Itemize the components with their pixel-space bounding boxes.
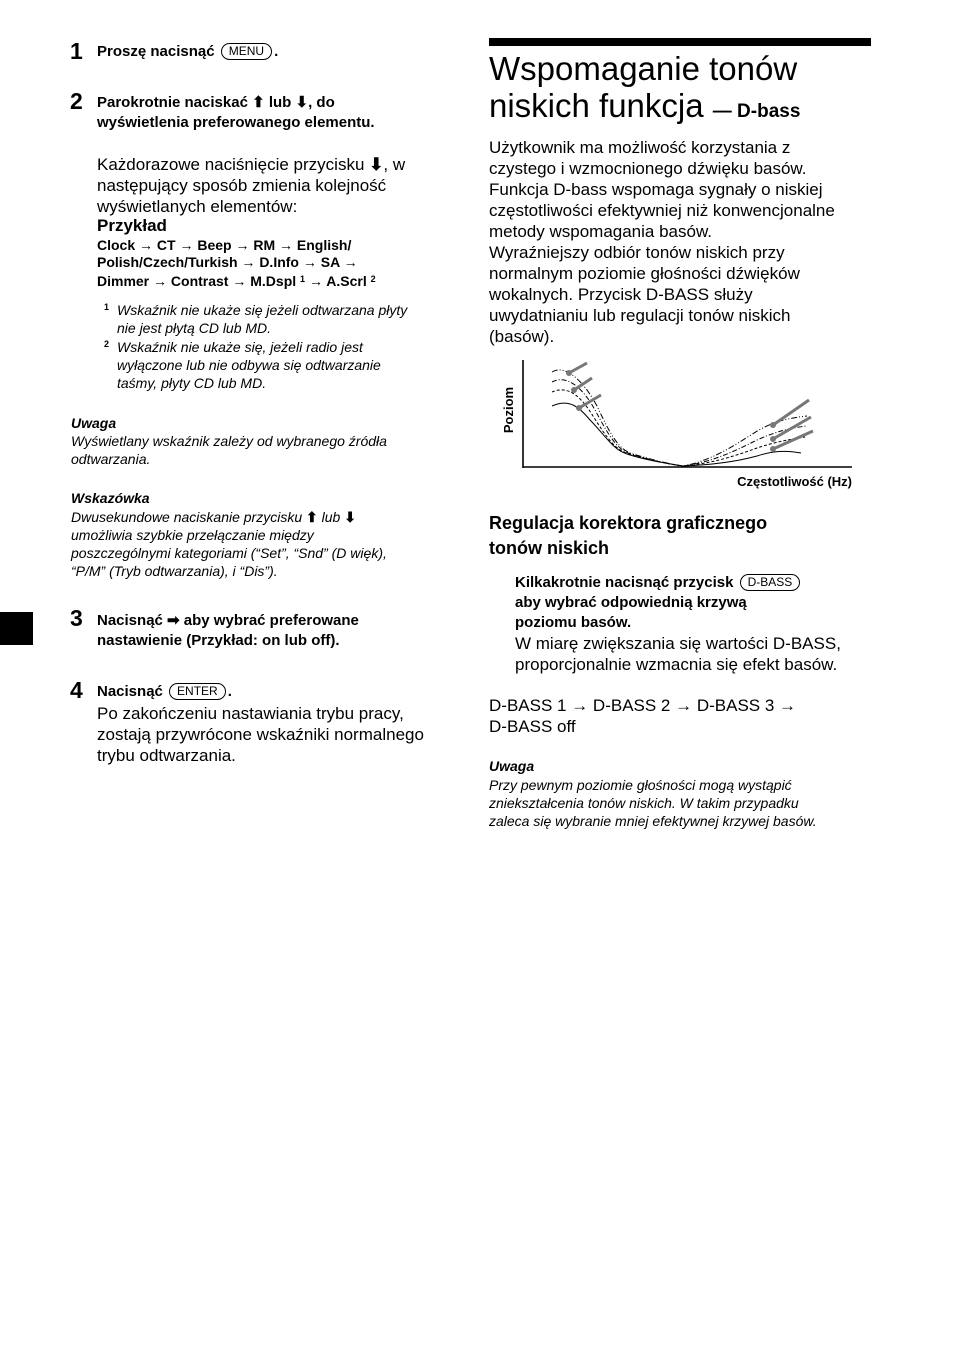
curve-dbass-3 (552, 370, 807, 466)
down-arrow-icon: ⬇ (295, 94, 309, 111)
title-line-2-main: niskich funkcja (489, 87, 704, 124)
step-2-para-line-3: wyświetlanych elementów: (97, 197, 298, 216)
footnote-2 (117, 338, 381, 392)
tip-line-1 (71, 508, 387, 526)
menu-key: MENU (221, 43, 272, 60)
sequence-line-3 (97, 271, 376, 290)
dbass-key: D-BASS (740, 574, 801, 591)
step-3-text-b: aby wybrać preferowane (183, 612, 359, 629)
intro-line-7: normalnym poziomie głośności dźwięków (489, 264, 800, 283)
note-heading: Uwaga (71, 415, 117, 431)
right-note-heading: Uwaga (489, 758, 535, 774)
footnote-2-mark: 2 (104, 339, 110, 349)
right-arrow-icon: ➡ (167, 612, 180, 629)
tip-line-2: umożliwia szybkie przełączanie między (71, 527, 314, 543)
dbass-sequence-line-1: D-BASS 1 → D-BASS 2 → D-BASS 3 → (489, 696, 797, 715)
footnote-1-mark: 1 (104, 302, 110, 312)
step-3-text (97, 611, 359, 651)
right-note-line-3: zaleca się wybranie mniej efektywnej krzywej basów. (489, 813, 817, 829)
step-2-para-line-2: następujący sposób zmienia kolejność (97, 176, 387, 195)
tip-text (71, 508, 387, 580)
instruction-line-1 (515, 573, 802, 593)
title-line-1: Wspomaganie tonów (489, 50, 798, 87)
title-line-2 (489, 87, 879, 130)
instruction-line-2: aby wybrać odpowiednią krzywą (515, 594, 747, 611)
footnote-1-line-1: Wskaźnik nie ukaże się jeżeli odtwarzana płyty (117, 302, 408, 318)
tip-line-1a: Dwusekundowe naciskanie przycisku (71, 509, 303, 525)
tip-heading: Wskazówka (71, 490, 150, 506)
down-arrow-icon: ⬇ (369, 155, 384, 174)
step-3-line-1 (97, 611, 359, 631)
dbass-instruction (515, 573, 802, 633)
page-title (489, 50, 879, 130)
title-rule (489, 38, 871, 46)
step-4-line-3: trybu odtwarzania. (97, 746, 236, 765)
footnote-1 (117, 301, 407, 337)
intro-line-5: metody wspomagania basów. (489, 222, 713, 241)
section-heading-line-2: tonów niskich (489, 538, 610, 558)
down-arrow-icon: ⬇ (344, 509, 356, 525)
pointer-dot-2 (571, 387, 577, 393)
sequence-line-3b: → A.Scrl (308, 273, 367, 289)
intro-line-6: Wyraźniejszy odbiór tonów niskich przy (489, 243, 785, 262)
tip-line-4: “P/M” (Tryb odtwarzania), i “Dis”). (71, 563, 278, 579)
tip-line-1b: lub (321, 509, 341, 525)
sequence-line-2: Polish/Czech/Turkish → D.Info → SA → (97, 254, 358, 270)
pointer-dot-6 (770, 446, 776, 452)
right-note-line-1: Przy pewnym poziomie głośności mogą wystąpić (489, 777, 792, 793)
display-sequence (97, 237, 376, 290)
dbass-sequence (489, 695, 796, 737)
dbass-curve-diagram (495, 350, 860, 495)
page-side-tab (0, 612, 33, 645)
pointer-line-1 (569, 363, 587, 373)
section-heading (489, 511, 767, 561)
intro-paragraph (489, 137, 879, 347)
step-2-paragraph (97, 154, 467, 217)
section-heading-line-1: Regulacja korektora graficznego (489, 513, 768, 533)
step-4-label: Nacisnąć (97, 683, 163, 700)
note-line-2: odtwarzania. (71, 451, 151, 467)
instruction-line-3: poziomu basów. (515, 614, 632, 631)
title-subtitle: — D-bass (712, 101, 801, 122)
pointer-dot-3 (576, 405, 582, 411)
step-4-line-1: Po zakończeniu nastawiania trybu pracy, (97, 704, 404, 723)
dbass-description (515, 633, 841, 675)
example-label: Przykład (97, 216, 167, 235)
pointer-line-2 (574, 378, 592, 390)
step-4-end: . (227, 683, 232, 700)
note-line-1: Wyświetlany wskaźnik zależy od wybranego źródła (71, 433, 387, 449)
footnote-ref-2: 2 (370, 274, 376, 284)
step-4-line-2: zostają przywrócone wskaźniki normalnego (97, 725, 424, 744)
up-arrow-icon: ⬆ (306, 509, 318, 525)
intro-line-10: (basów). (489, 327, 555, 346)
description-line-2: proporcjonalnie wzmacnia się efekt basów. (515, 655, 838, 674)
step-3-line-2: nastawienie (Przykład: on lub off). (97, 632, 340, 649)
y-axis-label: Poziom (501, 386, 516, 434)
pointer-line-6 (773, 431, 813, 449)
step-1-label: Proszę nacisnąć (97, 43, 215, 60)
footnote-2-line-1: Wskaźnik nie ukaże się, jeżeli radio jest (117, 339, 363, 355)
enter-key: ENTER (169, 683, 226, 700)
sequence-line-3a: Dimmer → Contrast → M.Dspl (97, 273, 297, 289)
step-2-mid: lub (268, 94, 292, 111)
footnote-2-line-2: wyłączone lub nie odbywa się odtwarzanie (117, 357, 381, 373)
step-2-para-a: Każdorazowe naciśnięcie przycisku (97, 155, 365, 174)
intro-line-2: czystego i wzmocnionego dźwięku basów. (489, 159, 807, 178)
pointer-dot-1 (566, 370, 572, 376)
intro-line-3: Funkcja D-bass wspomaga sygnały o niskiej (489, 180, 823, 199)
pointer-dot-5 (770, 436, 776, 442)
description-line-1: W miarę zwiększania się wartości D-BASS, (515, 634, 841, 653)
intro-line-9: uwydatnianiu lub regulacji tonów niskich (489, 306, 791, 325)
footnote-ref-1: 1 (300, 274, 306, 284)
step-2-text-a: Parokrotnie naciskać (97, 94, 248, 111)
intro-line-1: Użytkownik ma możliwość korzystania z (489, 138, 791, 157)
step-1-text (97, 42, 278, 62)
note-text (71, 432, 387, 468)
sequence-line-1: Clock → CT → Beep → RM → English/ (97, 237, 352, 253)
right-note-line-2: zniekształcenia tonów niskich. W takim przypadku (489, 795, 799, 811)
x-axis-label: Częstotliwość (Hz) (737, 474, 852, 489)
pointer-line-3 (579, 395, 601, 408)
footnote-1-line-2: nie jest płytą CD lub MD. (117, 320, 272, 336)
step-2-text-b: , do (308, 94, 335, 111)
dbass-sequence-line-2: D-BASS off (489, 717, 576, 736)
step-2-para-b: , w (383, 155, 406, 174)
intro-line-8: wokalnych. Przycisk D-BASS służy (489, 285, 753, 304)
footnote-2-line-3: taśmy, płyty CD lub MD. (117, 375, 267, 391)
step-4-paragraph (97, 703, 424, 766)
pointer-dot-4 (770, 422, 776, 428)
step-1-number: 1 (70, 38, 83, 64)
step-1-end: . (274, 43, 279, 60)
right-note-text (489, 776, 817, 830)
step-4-number: 4 (70, 677, 83, 703)
step-2-line-2: wyświetlenia preferowanego elementu. (97, 114, 375, 131)
step-2-heading (97, 93, 375, 133)
step-3-number: 3 (70, 605, 83, 631)
intro-line-4: częstotliwości efektywniej niż konwencjonalne (489, 201, 835, 220)
step-4-heading (97, 682, 232, 702)
instruction-line-1a: Kilkakrotnie nacisnąć przycisk (515, 574, 734, 591)
tip-line-3: poszczególnymi kategoriami (“Set”, “Snd” (D więk), (71, 545, 387, 561)
step-2-line-1 (97, 93, 375, 113)
step-2-number: 2 (70, 88, 83, 114)
step-3-text-a: Nacisnąć (97, 612, 163, 629)
up-arrow-icon: ⬆ (252, 94, 265, 111)
curve-off (552, 403, 801, 466)
step-2-para-line-1 (97, 154, 467, 175)
